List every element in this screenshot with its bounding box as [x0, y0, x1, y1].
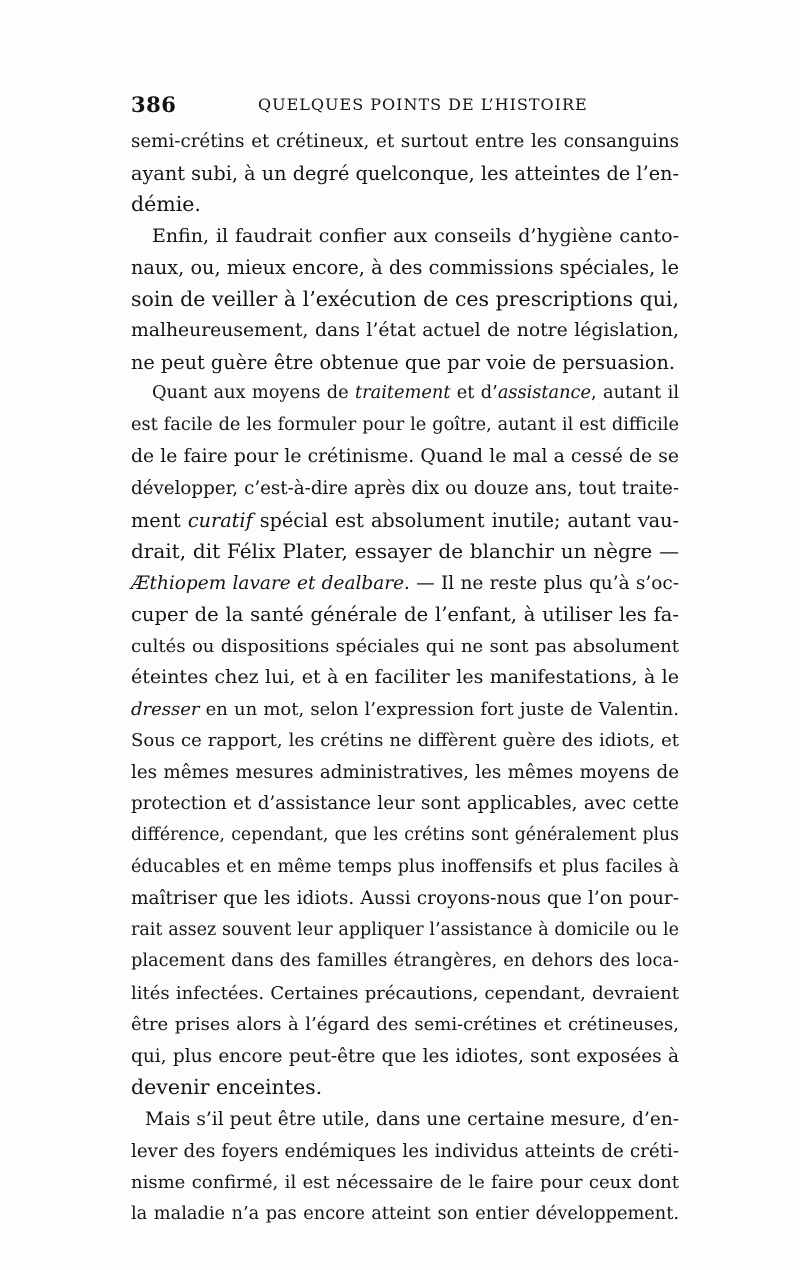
page-number: 386	[131, 92, 177, 117]
text-line: devenir enceintes.	[131, 1075, 323, 1100]
paragraph-start-line	[131, 378, 679, 410]
text-line: lités infectées. Certaines précautions, cependant, devraient	[131, 982, 679, 1004]
paragraph-start-line: Mais s’il peut être utile, dans une certaine mesure, d’en-	[145, 1108, 679, 1130]
text-line: qui, plus encore peut-être que les idiotes, sont exposées à	[131, 1045, 679, 1067]
text-run: ment	[131, 508, 188, 532]
italic-term-traitement: traitement	[355, 383, 451, 404]
latin-quote: Æthiopem lavare et dealbare.	[131, 572, 410, 594]
running-title: QUELQUES POINTS DE L’HISTOIRE	[258, 95, 588, 114]
text-run: — Il ne reste plus qu’à s’oc-	[409, 572, 679, 594]
text-line: ayant subi, à un degré quelconque, les atteintes de l’en-	[131, 161, 679, 185]
text-line: être prises alors à l’égard des semi-crétines et crétineuses,	[131, 1014, 679, 1036]
italic-term-curatif: curatif	[187, 508, 253, 532]
text-line: nisme confirmé, il est nécessaire de le faire pour ceux dont	[131, 1172, 679, 1194]
text-run: et d’	[450, 383, 498, 404]
text-line: est facile de les formuler pour le goître, autant il est difficile	[131, 414, 679, 435]
text-line: placement dans des familles étrangères, en dehors des loca-	[131, 951, 679, 972]
paragraph-start-line: Enfin, il faudrait confier aux conseils d’hygiène canto-	[152, 224, 679, 247]
text-line: développer, c’est-à-dire après dix ou douze ans, tout traite-	[131, 478, 679, 500]
text-run: , autant il	[591, 383, 679, 404]
text-line: malheureusement, dans l’état actuel de notre législation,	[131, 320, 679, 342]
text-line: cultés ou dispositions spéciales qui ne sont pas absolument	[131, 635, 679, 657]
text-line: lever des foyers endémiques les individus atteints de créti-	[131, 1140, 679, 1162]
text-line: éducables et en même temps plus inoffensifs et plus faciles à	[131, 856, 679, 877]
text-line: maîtriser que les idiots. Aussi croyons-nous que l’on pour-	[131, 888, 679, 910]
text-run: spécial est absolument inutile; autant vau-	[252, 508, 679, 532]
italic-term-dresser: dresser	[131, 698, 200, 720]
text-line: protection et d’assistance leur sont applicables, avec cette	[131, 793, 679, 815]
text-line: soin de veiller à l’exécution de ces prescriptions qui,	[131, 286, 679, 311]
italic-term-assistance: assistance	[497, 383, 591, 404]
text-line: naux, ou, mieux encore, à des commissions spéciales, le	[131, 256, 679, 280]
text-line: ne peut guère être obtenue que par voie de persuasion.	[131, 350, 676, 374]
text-line: éteintes chez lui, et à en faciliter les manifestations, à le	[131, 666, 679, 689]
text-line: cuper de la santé générale de l’enfant, à utiliser les fa-	[131, 603, 679, 627]
text-line: de le faire pour le crétinisme. Quand le mal a cessé de se	[131, 446, 679, 468]
text-line: différence, cependant, que les crétins sont généralement plus	[131, 825, 679, 846]
text-line	[131, 505, 679, 537]
text-line: semi-crétins et crétineux, et surtout entre les consanguins	[131, 131, 679, 152]
page-header	[131, 92, 676, 118]
body-text	[131, 126, 679, 1230]
text-line: les mêmes mesures administratives, les mêmes moyens de	[131, 761, 679, 783]
text-line	[131, 568, 679, 600]
text-line: drait, dit Félix Plater, essayer de blanchir un nègre —	[131, 539, 679, 564]
text-line: démie.	[131, 192, 201, 217]
text-line: rait assez souvent leur appliquer l’assistance à domicile ou le	[131, 919, 679, 940]
text-line	[131, 694, 679, 726]
text-run: en un mot, selon l’expression fort juste de Valentin.	[199, 698, 679, 720]
text-line: Sous ce rapport, les crétins ne diffèrent guère des idiots, et	[131, 730, 679, 752]
text-line: la maladie n’a pas encore atteint son entier développement.	[131, 1203, 679, 1224]
text-run: Quant aux moyens de	[152, 383, 356, 404]
